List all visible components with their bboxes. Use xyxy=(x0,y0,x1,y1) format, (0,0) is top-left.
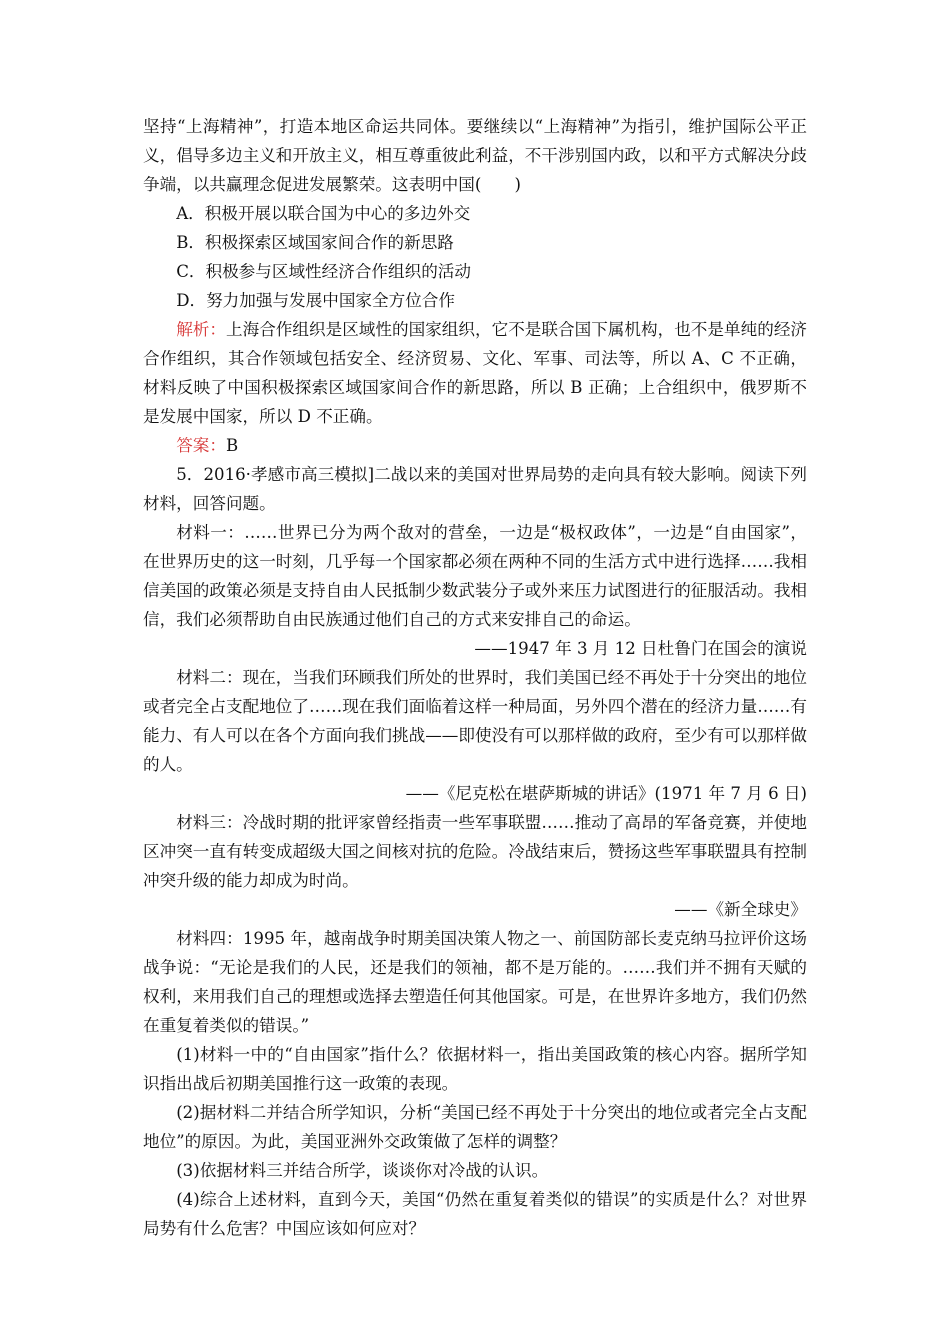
material-3: 材料三：冷战时期的批评家曾经指责一些军事联盟……推动了高昂的军备竞赛，并使地区冲突一直有转变成超级大国之间核对抗的危险。冷战结束后，赞扬这些军事联盟具有控制冲突升级的能力却成为时尚。 xyxy=(143,813,807,890)
analysis-label: 解析： xyxy=(176,320,226,339)
option-b: B．积极探索区域国家间合作的新思路 xyxy=(176,233,454,252)
sub-question-4: (4)综合上述材料，直到今天，美国“仍然在重复着类似的错误”的实质是什么？对世界局势有什么危害？中国应该如何应对？ xyxy=(143,1190,807,1238)
material-4: 材料四：1995 年，越南战争时期美国决策人物之一、前国防部长麦克纳马拉评价这场战争说：“无论是我们的人民，还是我们的领袖，都不是万能的。……我们并不拥有天赋的权利，来用我们自己的理想或选择去塑造任何其他国家。可是，在世界许多地方，我们仍然在重复着类似的错误。” xyxy=(143,929,807,1035)
material-1-source: ——1947 年 3 月 12 日杜鲁门在国会的演说 xyxy=(474,639,807,658)
material-2: 材料二：现在，当我们环顾我们所处的世界时，我们美国已经不再处于十分突出的地位或者完全占支配地位了……现在我们面临着这样一种局面，另外四个潜在的经济力量……有能力、有人可以在各个方面向我们挑战——即使没有可以那样做的政府，至少有可以那样做的人。 xyxy=(143,668,807,774)
option-a: A．积极开展以联合国为中心的多边外交 xyxy=(176,204,471,223)
material-1: 材料一：……世界已分为两个敌对的营垒，一边是“极权政体”，一边是“自由国家”，在世界历史的这一时刻，几乎每一个国家都必须在两种不同的生活方式中进行选择……我相信美国的政策必须是支持自由人民抵制少数武装分子或外来压力试图进行的征服活动。我相信，我们必须帮助自由民族通过他们自己的方式来安排自己的命运。 xyxy=(143,523,807,629)
document-body xyxy=(143,112,807,1243)
material-2-source: ——《尼克松在堪萨斯城的讲话》(1971 年 7 月 6 日) xyxy=(405,784,807,803)
material-3-source: ——《新全球史》 xyxy=(674,900,807,919)
answer-label: 答案： xyxy=(176,436,226,455)
analysis-text: 上海合作组织是区域性的国家组织，它不是联合国下属机构，也不是单纯的经济合作组织，其合作领域包括安全、经济贸易、文化、军事、司法等，所以 A、C 不正确，材料反映了中国积极探索区域国家间合作的新思路，所以 B 正确；上合组织中，俄罗斯不是发展中国家，所以 D 不正确。 xyxy=(143,320,808,426)
question-5-stem: 5．2016·孝感市高三模拟]二战以来的美国对世界局势的走向具有较大影响。阅读下列材料，回答问题。 xyxy=(143,465,807,513)
analysis-paragraph xyxy=(143,315,807,431)
question-4-stem: 坚持“上海精神”，打造本地区命运共同体。要继续以“上海精神”为指引，维护国际公平正义，倡导多边主义和开放主义，相互尊重彼此利益，不干涉别国内政，以和平方式解决分歧争端，以共赢理念促进发展繁荣。这表明中国( ) xyxy=(143,117,807,194)
answer-paragraph xyxy=(143,431,807,460)
sub-question-3: (3)依据材料三并结合所学，谈谈你对冷战的认识。 xyxy=(176,1161,549,1180)
option-c: C．积极参与区域性经济合作组织的活动 xyxy=(176,262,471,281)
sub-question-2: (2)据材料二并结合所学知识，分析“美国已经不再处于十分突出的地位或者完全占支配地位”的原因。为此，美国亚洲外交政策做了怎样的调整？ xyxy=(143,1103,807,1151)
sub-question-1: (1)材料一中的“自由国家”指什么？依据材料一，指出美国政策的核心内容。据所学知识指出战后初期美国推行这一政策的表现。 xyxy=(143,1045,807,1093)
option-d: D．努力加强与发展中国家全方位合作 xyxy=(176,291,455,310)
answer-value: B xyxy=(225,436,239,455)
